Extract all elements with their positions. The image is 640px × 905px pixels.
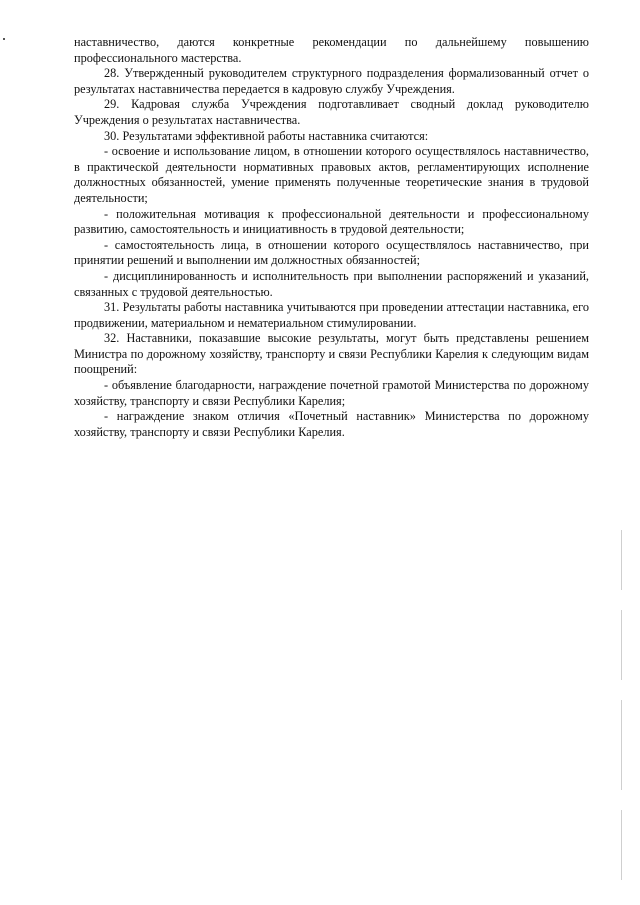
paragraph-32: 32. Наставники, показавшие высокие результаты, могут быть представлены решением Министра по дорожному хозяйству, транспорту и связи Республики Карелия к следующим видам поощрений:	[74, 331, 589, 377]
document-body	[74, 35, 589, 440]
list-item-gratitude: - объявление благодарности, награждение почетной грамотой Министерства по дорожному хозяйству, транспорту и связи Республики Карелия;	[74, 378, 589, 408]
list-item-independence: - самостоятельность лица, в отношении которого осуществлялось наставничество, при принятии решений и выполнении им должностных обязанностей;	[74, 237, 589, 268]
list-item-discipline: - дисциплинированность и исполнительность при выполнении распоряжений и указаний, связанных с трудовой деятельностью.	[74, 268, 589, 299]
paragraph-28: 28. Утвержденный руководителем структурного подразделения формализованный отчет о результатах наставничества передается в кадровую службу Учреждения.	[74, 66, 589, 96]
list-item-motivation: - положительная мотивация к профессиональной деятельности и профессиональному развитию, самостоятельность и инициативность в трудовой деятельности;	[74, 206, 589, 237]
scan-artifact-line	[621, 810, 622, 880]
list-item-mastery: - освоение и использование лицом, в отношении которого осуществлялось наставничество, в практической деятельности нормативных правовых актов, регламентирующих исполнение должностных обязанностей, умение применять полученные теоретические знания в трудовой деятельности;	[74, 144, 589, 205]
list-item-honorary-badge: - награждение знаком отличия «Почетный наставник» Министерства по дорожному хозяйству, транспорту и связи Республики Карелия.	[74, 409, 589, 439]
paragraph-continuation: наставничество, даются конкретные рекомендации по дальнейшему повышению профессионального мастерства.	[74, 35, 589, 65]
paragraph-31: 31. Результаты работы наставника учитываются при проведении аттестации наставника, его продвижении, материальном и нематериальном стимулировании.	[74, 300, 589, 330]
scan-artifact-dot	[3, 38, 5, 40]
paragraph-30: 30. Результатами эффективной работы наставника считаются:	[104, 128, 429, 143]
scan-artifact-line	[621, 610, 622, 680]
scan-artifact-line	[621, 530, 622, 590]
scan-artifact-line	[621, 700, 622, 790]
paragraph-29: 29. Кадровая служба Учреждения подготавливает сводный доклад руководителю Учреждения о результатах наставничества.	[74, 97, 589, 127]
